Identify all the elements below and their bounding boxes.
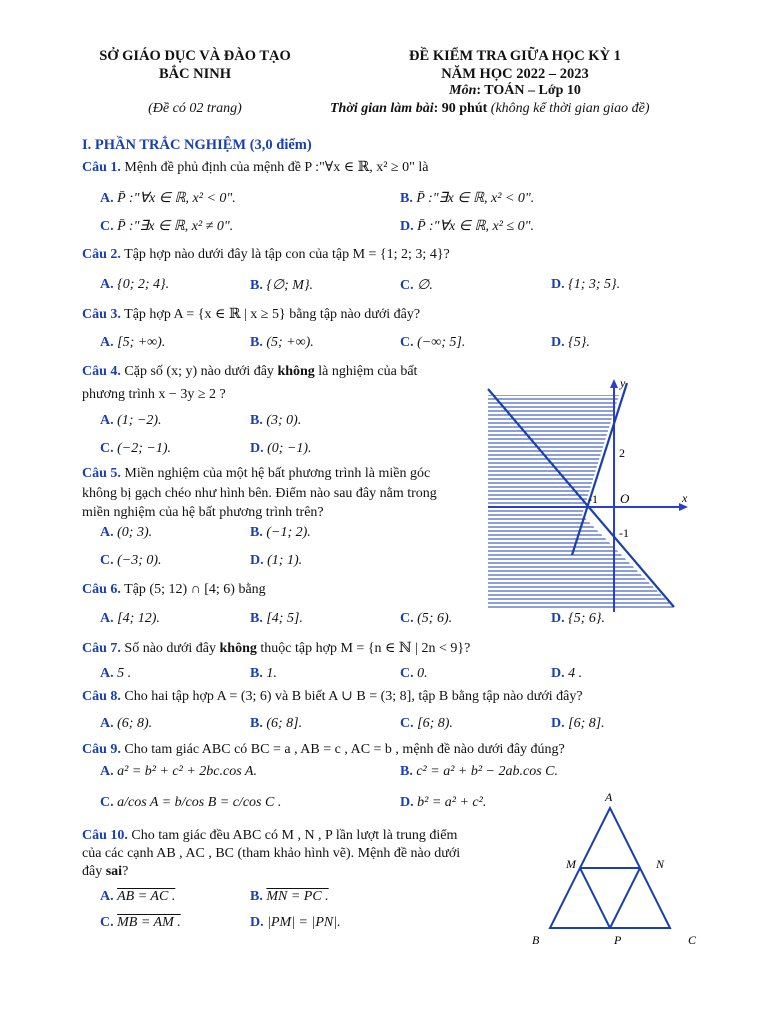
q1-option-b[interactable]: B. P̄ :"∃x ∈ ℝ, x² < 0".	[400, 191, 535, 206]
question-text: Cho tam giác ABC có BC = a , AB = c , AC = b , mệnh đề nào dưới đây đúng?	[124, 742, 565, 757]
time-note: (không kể thời gian giao đề)	[490, 101, 650, 116]
question-label: Câu 7.	[82, 641, 121, 656]
subject-label: Môn	[449, 83, 477, 98]
question-emphasis: sai	[105, 864, 123, 879]
q10-option-b[interactable]: B. MN = PC .	[250, 889, 329, 904]
q4-option-d[interactable]: D. (0; −1).	[250, 441, 312, 456]
q9-option-b[interactable]: B. c² = a² + b² − 2ab.cos C.	[400, 764, 558, 779]
time-value: : 90 phút	[433, 101, 488, 116]
question-text: Mệnh đề phủ định của mệnh đề P :"∀x ∈ ℝ, x² ≥ 0" là	[124, 160, 429, 175]
q6-option-a[interactable]: A. [4; 12).	[100, 611, 160, 626]
y-axis-arrow	[610, 379, 618, 388]
q5-option-b[interactable]: B. (−1; 2).	[250, 525, 311, 540]
question-5	[82, 466, 430, 482]
q3-option-d[interactable]: D. {5}.	[551, 335, 590, 350]
header-left-line2: BẮC NINH	[158, 66, 232, 82]
q4-option-a[interactable]: A. (1; −2).	[100, 413, 162, 428]
question-3	[82, 306, 420, 323]
question-text: Miền nghiệm của một hệ bất phương trình là miền góc	[124, 466, 431, 481]
q9-option-c[interactable]: C. a/cos A = b/cos B = c/cos C .	[100, 795, 282, 810]
header-right-line1: ĐỀ KIỂM TRA GIỮA HỌC KỲ 1	[409, 48, 621, 64]
question-text: Cặp số (x; y) nào dưới đây	[124, 364, 274, 379]
point-p: P	[614, 933, 622, 947]
header-left-note: (Đề có 02 trang)	[148, 101, 242, 116]
q7-option-a[interactable]: A. 5 .	[100, 666, 132, 681]
segment-mp	[580, 868, 610, 928]
equilateral-triangle-figure	[528, 788, 708, 953]
question-label: Câu 4.	[82, 364, 121, 379]
question-emphasis: không	[219, 641, 257, 656]
q2-option-d[interactable]: D. {1; 3; 5}.	[551, 277, 621, 292]
point-n: N	[656, 857, 665, 871]
q10-option-d[interactable]: D. |PM| = |PN|.	[250, 915, 341, 930]
header-time	[330, 101, 650, 117]
question-10-line2: của các cạnh AB , AC , BC (tham khảo hình vẽ). Mệnh đề nào dưới	[82, 846, 461, 861]
q3-option-b[interactable]: B. (5; +∞).	[250, 335, 314, 350]
segment-np	[610, 868, 640, 928]
question-5-line3: miền nghiệm của hệ bất phương trình trên?	[82, 505, 324, 520]
q8-option-c[interactable]: C. [6; 8).	[400, 716, 453, 731]
tick-y-minus1: -1	[619, 526, 629, 540]
q4-option-c[interactable]: C. (−2; −1).	[100, 441, 172, 456]
q8-option-a[interactable]: A. (6; 8).	[100, 716, 153, 731]
question-text-cont: thuộc tập hợp M = {n ∈ ℕ | 2n < 9}?	[260, 641, 471, 656]
vertex-c: C	[688, 933, 697, 947]
y-axis-label: y	[620, 376, 626, 390]
question-text: Tập (5; 12) ∩ [4; 6) bằng	[124, 582, 266, 597]
q5-option-c[interactable]: C. (−3; 0).	[100, 553, 162, 568]
question-text: Tập hợp A = {x ∈ ℝ | x ≥ 5} bằng tập nào dưới đây?	[124, 307, 421, 322]
section-title: I. PHẦN TRẮC NGHIỆM (3,0 điểm)	[82, 137, 312, 153]
q5-option-a[interactable]: A. (0; 3).	[100, 525, 153, 540]
q9-option-d[interactable]: D. b² = a² + c².	[400, 795, 487, 810]
inequality-region-graph	[484, 375, 694, 615]
q1-option-c[interactable]: C. P̄ :"∃x ∈ ℝ, x² ≠ 0".	[100, 219, 234, 234]
question-emphasis: không	[277, 364, 315, 379]
q7-option-c[interactable]: C. 0.	[400, 666, 428, 681]
boundary-line-1	[488, 389, 674, 607]
q8-option-b[interactable]: B. (6; 8].	[250, 716, 303, 731]
q5-option-d[interactable]: D. (1; 1).	[250, 553, 303, 568]
question-label: Câu 9.	[82, 742, 121, 757]
tick-x-minus1: -1	[588, 492, 598, 506]
question-1	[82, 159, 428, 176]
q3-option-a[interactable]: A. [5; +∞).	[100, 335, 166, 350]
question-text: Tập hợp nào dưới đây là tập con của tập M = {1; 2; 3; 4}?	[124, 247, 450, 262]
subject-value: : TOÁN – Lớp 10	[476, 83, 581, 98]
question-label: Câu 2.	[82, 247, 121, 262]
q2-option-a[interactable]: A. {0; 2; 4}.	[100, 277, 170, 292]
q6-option-c[interactable]: C. (5; 6).	[400, 611, 453, 626]
q7-option-d[interactable]: D. 4 .	[551, 666, 583, 681]
header-right-line2: NĂM HỌC 2022 – 2023	[441, 66, 589, 82]
q1-option-a[interactable]: A. P̄ :"∀x ∈ ℝ, x² < 0".	[100, 191, 236, 206]
point-m: M	[566, 857, 576, 871]
question-5-line2: không bị gạch chéo như hình bên. Điểm nào sau đây nằm trong	[82, 486, 437, 501]
question-text: Cho hai tập hợp A = (3; 6) và B biết A ∪ B = (3; 8], tập B bằng tập nào dưới đây?	[124, 689, 583, 704]
q2-option-b[interactable]: B. {∅; M}.	[250, 278, 314, 293]
q2-option-c[interactable]: C. ∅.	[400, 278, 433, 293]
q8-option-d[interactable]: D. [6; 8].	[551, 716, 605, 731]
header-left-line1: SỞ GIÁO DỤC VÀ ĐÀO TẠO	[99, 48, 291, 64]
vertex-b: B	[532, 933, 540, 947]
q4-option-b[interactable]: B. (3; 0).	[250, 413, 302, 428]
q9-option-a[interactable]: A. a² = b² + c² + 2bc.cos A.	[100, 764, 257, 779]
question-10	[82, 828, 457, 844]
vertex-a: A	[605, 790, 613, 804]
question-8	[82, 688, 583, 705]
question-label: Câu 3.	[82, 307, 121, 322]
question-4-line2: phương trình x − 3y ≥ 2 ?	[82, 387, 226, 402]
question-label: Câu 6.	[82, 582, 121, 597]
origin-label: O	[620, 491, 630, 506]
q6-option-d[interactable]: D. {5; 6}.	[551, 611, 605, 626]
question-label: Câu 1.	[82, 160, 121, 175]
tick-y-2: 2	[619, 446, 625, 460]
question-label: Câu 5.	[82, 466, 121, 481]
question-7	[82, 640, 470, 657]
q3-option-c[interactable]: C. (−∞; 5].	[400, 335, 466, 350]
time-label: Thời gian làm bài	[330, 101, 434, 116]
q7-option-b[interactable]: B. 1.	[250, 666, 277, 681]
question-4	[82, 364, 417, 380]
header-subject	[360, 83, 670, 99]
question-text: Cho tam giác đều ABC có M , N , P lần lượt là trung điểm	[131, 828, 458, 843]
q10-option-a[interactable]: A. AB = AC .	[100, 889, 176, 904]
q1-option-d[interactable]: D. P̄ :"∀x ∈ ℝ, x² ≤ 0".	[400, 219, 535, 234]
x-axis-label: x	[682, 491, 688, 505]
question-9	[82, 742, 565, 758]
question-2	[82, 247, 450, 263]
question-6	[82, 582, 266, 598]
question-text: Số nào dưới đây	[124, 641, 217, 656]
question-10-line3: đây sai?	[82, 864, 129, 879]
question-label: Câu 8.	[82, 689, 121, 704]
q6-option-b[interactable]: B. [4; 5].	[250, 611, 303, 626]
q10-option-c[interactable]: C. MB = AM .	[100, 915, 181, 930]
question-text-cont: là nghiệm của bất	[318, 364, 418, 379]
question-label: Câu 10.	[82, 828, 128, 843]
